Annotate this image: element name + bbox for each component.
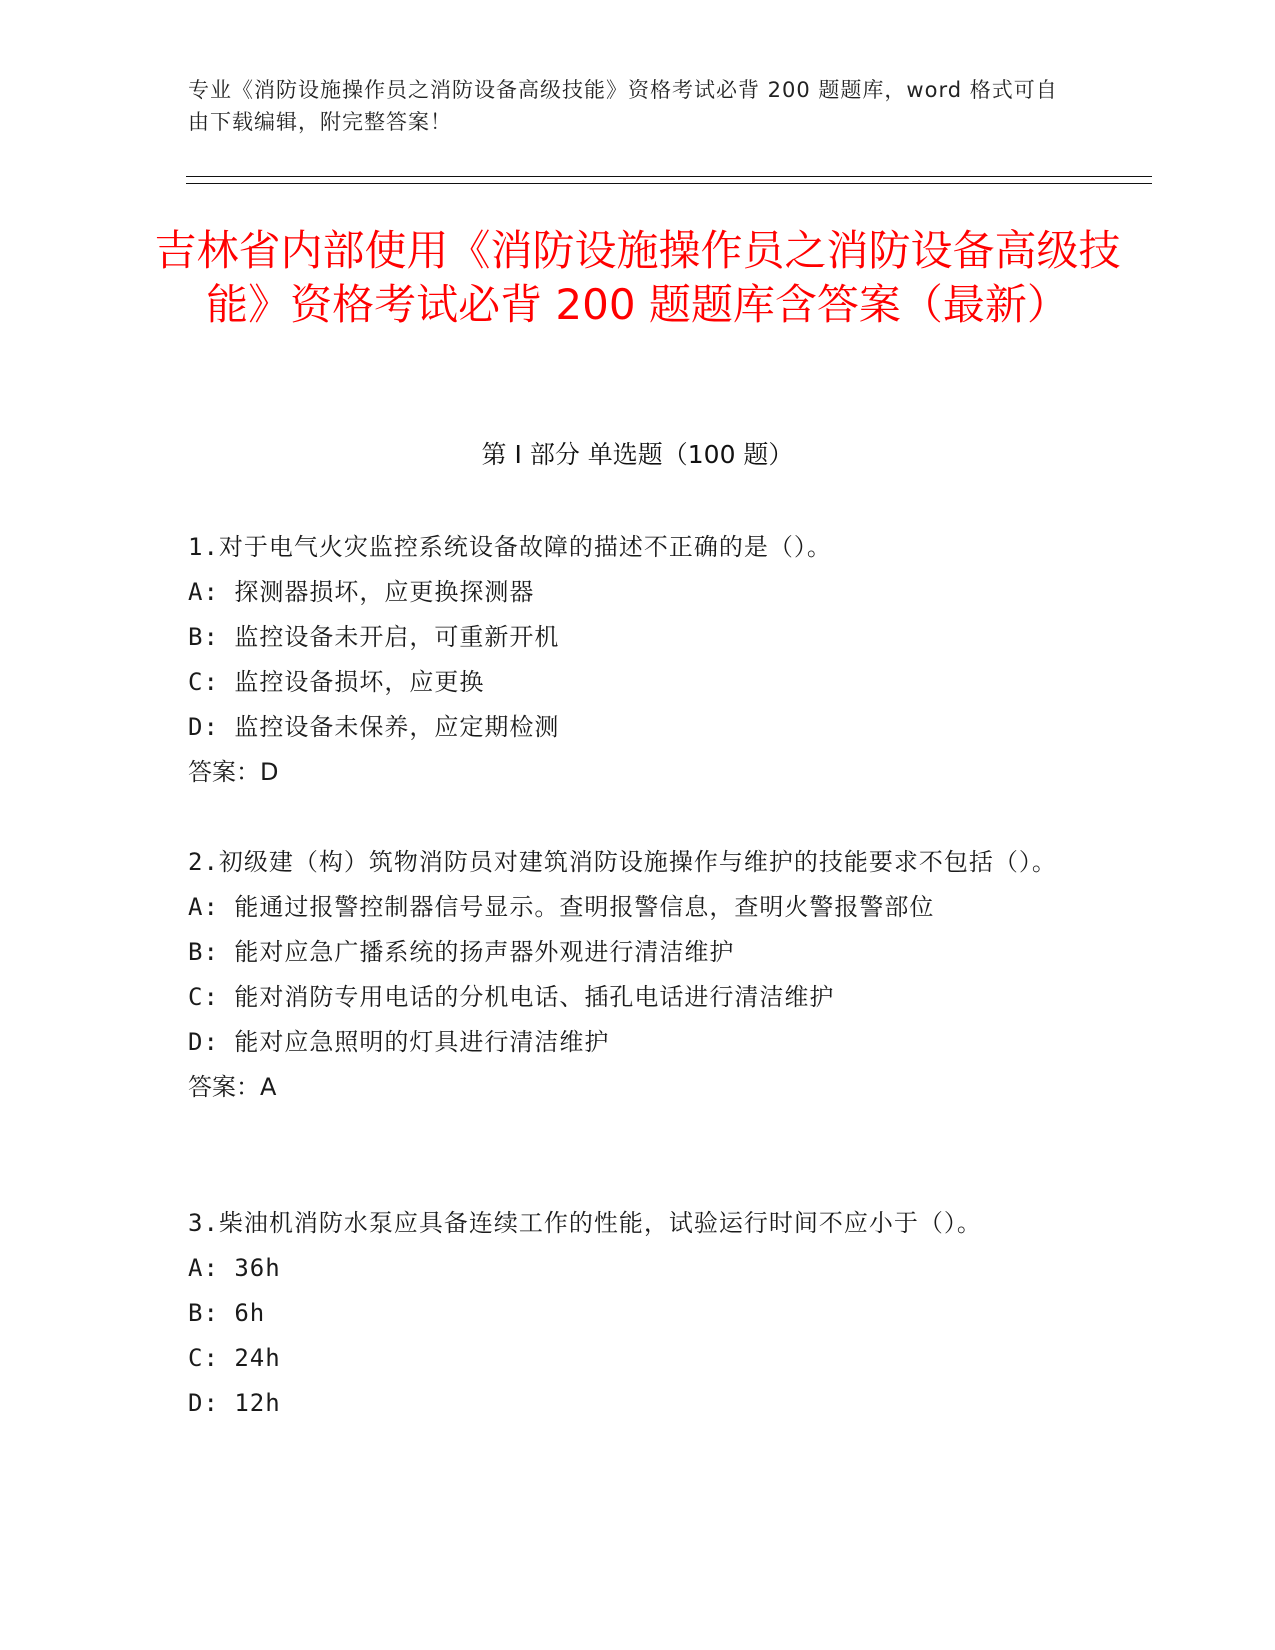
answer: 答案：A bbox=[188, 1073, 277, 1101]
option-c: C: 24h bbox=[188, 1344, 281, 1372]
option-a: A: 探测器损坏，应更换探测器 bbox=[188, 578, 535, 606]
option-c: C: 能对消防专用电话的分机电话、插孔电话进行清洁维护 bbox=[188, 983, 835, 1011]
question-stem: 3.柴油机消防水泵应具备连续工作的性能，试验运行时间不应小于（）。 bbox=[188, 1209, 982, 1237]
question-stem: 1.对于电气火灾监控系统设备故障的描述不正确的是（）。 bbox=[188, 533, 832, 561]
option-a: A: 能通过报警控制器信号显示。查明报警信息，查明火警报警部位 bbox=[188, 893, 935, 921]
question-1 bbox=[188, 525, 1068, 795]
option-d: D: 监控设备未保养，应定期检测 bbox=[188, 713, 560, 741]
option-b: B: 6h bbox=[188, 1299, 266, 1327]
header-divider-bottom bbox=[186, 183, 1152, 184]
question-stem: 2.初级建（构）筑物消防员对建筑消防设施操作与维护的技能要求不包括（）。 bbox=[188, 848, 1057, 876]
option-b: B: 能对应急广播系统的扬声器外观进行清洁维护 bbox=[188, 938, 735, 966]
option-d: D: 能对应急照明的灯具进行清洁维护 bbox=[188, 1028, 610, 1056]
header-divider-top bbox=[186, 176, 1152, 177]
header-note: 专业《消防设施操作员之消防设备高级技能》资格考试必背 200 题题库，word 格式可自由下载编辑，附完整答案！ bbox=[188, 78, 1058, 134]
answer: 答案：D bbox=[188, 758, 279, 786]
question-2 bbox=[188, 840, 1068, 1110]
section-title: 第 I 部分 单选题（100 题） bbox=[481, 440, 794, 469]
question-3 bbox=[188, 1201, 1068, 1426]
document-title: 吉林省内部使用《消防设施操作员之消防设备高级技能》资格考试必背 200 题题库含答案（最新） bbox=[154, 226, 1121, 329]
option-d: D: 12h bbox=[188, 1389, 281, 1417]
option-b: B: 监控设备未开启，可重新开机 bbox=[188, 623, 560, 651]
option-c: C: 监控设备损坏，应更换 bbox=[188, 668, 485, 696]
option-a: A: 36h bbox=[188, 1254, 281, 1282]
